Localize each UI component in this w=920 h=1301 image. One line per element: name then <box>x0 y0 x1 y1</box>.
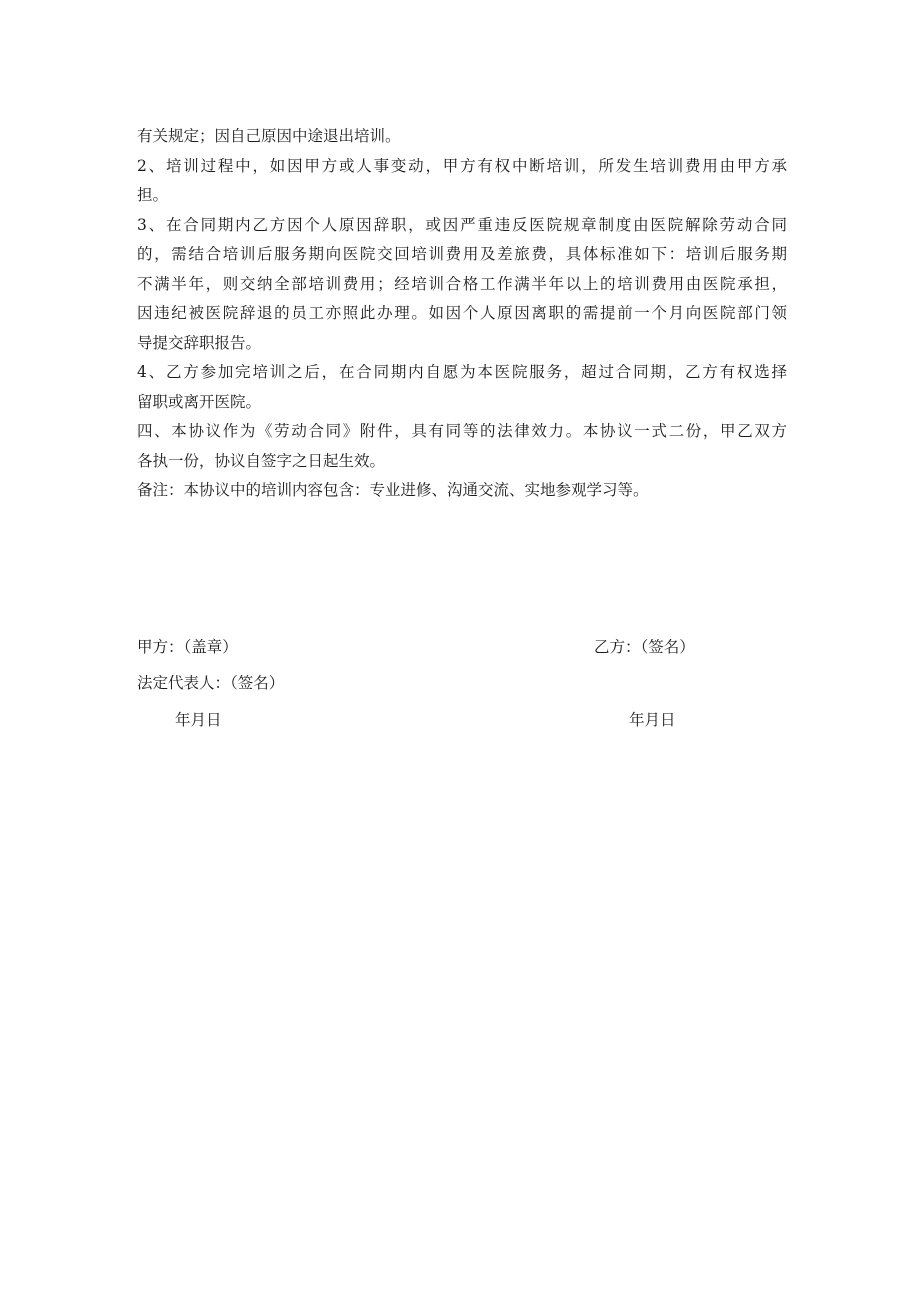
party-b-signature-label: 乙方：（签名） <box>594 638 695 656</box>
text-line: 因违纪被医院辞退的员工亦照此办理。如因个人原因离职的需提前一个月向医院部门领 <box>137 304 787 322</box>
party-a-seal-label: 甲方：（盖章） <box>137 638 238 656</box>
text-line: 留职或离开医院。 <box>137 392 262 411</box>
text-line: 4、乙方参加完培训之后，在合同期内自愿为本医院服务，超过合同期，乙方有权选择 <box>137 363 787 381</box>
text-line: 四、本协议作为《劳动合同》附件，具有同等的法律效力。本协议一式二份，甲乙双方 <box>137 422 787 440</box>
text-line: 担。 <box>137 186 169 204</box>
text-line: 备注：本协议中的培训内容包含：专业进修、沟通交流、实地参观学习等。 <box>137 481 649 499</box>
paragraph-clause-3 <box>137 211 787 359</box>
text-line: 不满半年，则交纳全部培训费用；经培训合格工作满半年以上的培训费用由医院承担， <box>137 274 787 293</box>
text-line: 各执一份，协议自签字之日起生效。 <box>137 451 386 470</box>
party-b-date: 年月日 <box>629 711 676 729</box>
paragraph-clause-2 <box>137 152 787 211</box>
paragraph-remark <box>137 476 787 506</box>
text-line: 导提交辞职报告。 <box>137 333 262 352</box>
text-line: 2、培训过程中，如因甲方或人事变动，甲方有权中断培训，所发生培训费用由甲方承 <box>137 156 787 175</box>
text-line: 有关规定；因自己原因中途退出培训。 <box>137 127 401 145</box>
paragraph-section-4 <box>137 417 787 476</box>
paragraph-clause-4 <box>137 358 787 417</box>
legal-representative-signature-label: 法定代表人：（签名） <box>137 674 285 692</box>
text-line: 的，需结合培训后服务期向医院交回培训费用及差旅费，具体标准如下：培训后服务期 <box>137 245 787 263</box>
paragraph-withdrawal-clause-end <box>137 122 787 152</box>
agreement-body <box>137 122 787 506</box>
party-a-date: 年月日 <box>175 711 222 729</box>
text-line: 3、在合同期内乙方因个人原因辞职，或因严重违反医院规章制度由医院解除劳动合同 <box>137 215 787 234</box>
